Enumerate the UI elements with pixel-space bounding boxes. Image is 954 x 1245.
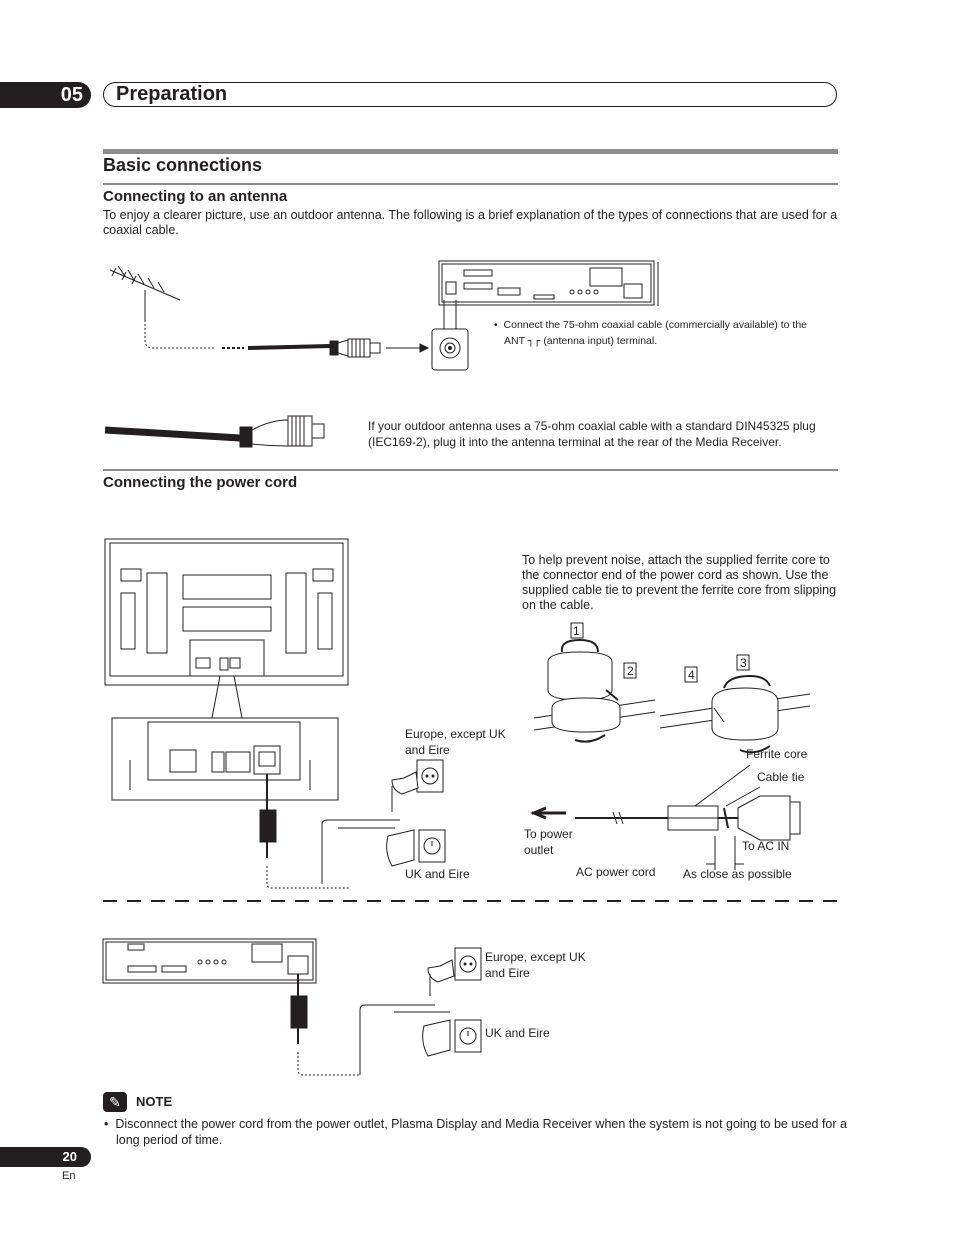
to-power-outlet-label: To power outlet (524, 827, 573, 857)
note-bullet: • Disconnect the power cord from the power outlet, Plasma Display and Media Receiver when the system is not going to be used for a long period of time. (104, 1117, 847, 1147)
ferrite-instructions: To help prevent noise, attach the supplied ferrite core to the connector end of the power cord as shown. Use the supplied cable tie to prevent the ferrite core from slipping on the cable. (522, 553, 837, 612)
ac-power-cord-label: AC power cord (576, 865, 656, 879)
antenna-bullet: • Connect the 75-ohm coaxial cable (commercially available) to the ANT ┐┌ (antenna input) terminal. (494, 319, 807, 347)
power-heading: Connecting the power cord (103, 474, 298, 491)
step-3-label: 3 (740, 656, 747, 670)
uk-socket-bottom-icon (423, 1020, 481, 1056)
as-close-label: As close as possible (683, 867, 792, 881)
chapter-title: Preparation (103, 82, 837, 107)
step-4-label: 4 (688, 668, 695, 682)
plasma-power-cord-icon (260, 774, 400, 888)
antenna-bullet-part2: (antenna input) terminal. (543, 335, 658, 347)
to-ac-in-label: To AC IN (742, 839, 790, 853)
ant-terminal-icon: ┐┌ (527, 335, 541, 347)
note-label: NOTE (136, 1094, 173, 1109)
uk-top-label: UK and Eire (405, 867, 470, 881)
language-code: En (62, 1170, 76, 1182)
media-receiver-top-icon (432, 261, 658, 370)
note-pencil-icon: ✎ (103, 1092, 127, 1112)
uk-socket-top-icon (387, 830, 445, 866)
subsection-divider (103, 469, 838, 471)
note-bullet-text: Disconnect the power cord from the power outlet, Plasma Display and Media Receiver when the system is not going to be used for a long period of time. (115, 1117, 847, 1147)
ferrite-step-diagram-icon (534, 623, 810, 752)
media-receiver-bottom-icon (103, 939, 450, 1075)
ferrite-core-label: Ferrite core (746, 747, 808, 761)
euro-socket-bottom-icon (428, 948, 481, 996)
antenna-heading: Connecting to an antenna (103, 188, 288, 205)
euro-socket-top-icon (392, 760, 443, 812)
coax-cable-plug-icon (248, 339, 428, 357)
antenna-intro: To enjoy a clearer picture, use an outdoor antenna. The following is a brief explanation of the types of connections that are used for a coaxial cable. (103, 208, 838, 237)
europe-bottom-label: Europe, except UK and Eire (485, 950, 586, 980)
page-number: 20 (62, 1149, 77, 1164)
din-plug-text: If your outdoor antenna uses a 75-ohm coaxial cable with a standard DIN45325 plug (IEC169-2), plug it into the antenna terminal at the rear of the Media Receiver. (368, 419, 816, 449)
uk-bottom-label: UK and Eire (485, 1026, 550, 1040)
section-title: Basic connections (103, 155, 263, 175)
cable-tie-label: Cable tie (757, 770, 805, 784)
europe-top-label: Europe, except UK and Eire (405, 727, 506, 757)
antenna-bullet-ant: ANT (504, 335, 525, 347)
plasma-display-rear-icon (105, 539, 348, 800)
outdoor-antenna-icon (110, 266, 244, 348)
step-1-label: 1 (573, 624, 580, 638)
step-2-label: 2 (627, 664, 634, 678)
page-number-tab (0, 1147, 91, 1167)
chapter-number: 05 (60, 84, 83, 106)
antenna-bullet-part1: Connect the 75-ohm coaxial cable (commercially available) to the (503, 319, 807, 331)
din-plug-icon (105, 416, 324, 447)
